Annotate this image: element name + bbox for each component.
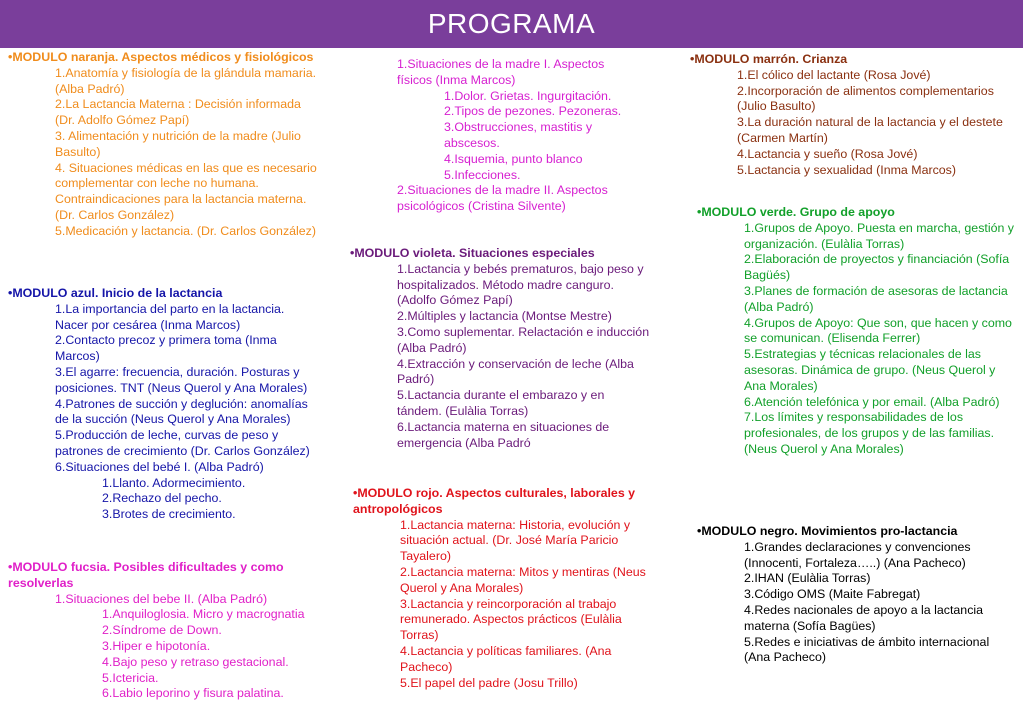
list-item: 5.Estrategias y técnicas relacionales de las asesoras. Dinámica de grupo. (Neus Querol y Ana Morales) xyxy=(744,347,996,393)
list-item: 4.Lactancia y políticas familiares. (Ana Pacheco) xyxy=(400,643,612,674)
list-item: 5.Producción de leche, curvas de peso y patrones de crecimiento (Dr. Carlos González) xyxy=(55,428,310,458)
list-item: 3.Como suplementar. Relactación e inducción (Alba Padró) xyxy=(397,324,650,355)
list-item: 4. Situaciones médicas en las que es necesario complementar con leche no humana. Contraindicaciones para la lactancia materna. (Dr. Carlos González) xyxy=(55,160,317,222)
list-item: 1.Situaciones del bebe II. (Alba Padró) xyxy=(55,591,268,606)
header-bar xyxy=(0,0,1023,48)
list-item: 2.Contacto precoz y primera toma (Inma Marcos) xyxy=(55,333,277,364)
list-item: 3.Lactancia y reincorporación al trabajo remunerado. Aspectos prácticos (Eulàlia Torras) xyxy=(400,596,622,643)
list-item: 5.Medicación y lactancia. (Dr. Carlos González) xyxy=(55,223,316,238)
list-item: 7.Los límites y responsabilidades de los profesionales, de los grupos y de las familias. (Neus Querol y Ana Morales) xyxy=(744,410,995,456)
list-item: 6.Lactancia materna en situaciones de emergencia (Alba Padró xyxy=(397,419,610,450)
list-item: 2.Incorporación de alimentos complementarios (Julio Basulto) xyxy=(737,83,994,114)
module-violeta xyxy=(350,246,650,451)
module-naranja xyxy=(8,50,320,240)
module-rojo xyxy=(353,486,663,691)
list-subitem: 3.Brotes de crecimiento. xyxy=(102,507,236,522)
list-item: 3. Alimentación y nutrición de la madre (Julio Basulto) xyxy=(55,128,301,159)
list-item: 1.Situaciones de la madre I. Aspectos físicos (Inma Marcos) xyxy=(397,57,605,87)
list-item: 1.Lactancia materna: Historia, evolución y situación actual. (Dr. José María Paricio Tayalero) xyxy=(400,517,631,564)
list-item: 3.Planes de formación de asesoras de lactancia (Alba Padró) xyxy=(744,283,1008,314)
list-subitem: 2.Rechazo del pecho. xyxy=(102,491,222,506)
list-item: 2.Situaciones de la madre II. Aspectos psicológicos (Cristina Silvente) xyxy=(397,183,608,214)
list-item: 2.Lactancia materna: Mitos y mentiras (Neus Querol y Ana Morales) xyxy=(400,564,646,595)
list-item: 2.IHAN (Eulàlia Torras) xyxy=(744,571,871,586)
list-subitem: 6.Labio leporino y fisura palatina. xyxy=(102,686,284,701)
module-title: •MODULO naranja. Aspectos médicos y fisiológicos xyxy=(8,50,314,64)
module-negro xyxy=(697,524,1015,666)
list-subitem: 5.Infecciones. xyxy=(444,167,521,182)
list-item: 3.Código OMS (Maite Fabregat) xyxy=(744,587,921,602)
module-marron xyxy=(690,52,1015,178)
page-title: PROGRAMA xyxy=(427,8,596,39)
list-subitem: 4.Bajo peso y retraso gestacional. xyxy=(102,654,289,669)
module-title: •MODULO marrón. Crianza xyxy=(690,52,848,66)
list-item: 4.Lactancia y sueño (Rosa Jové) xyxy=(737,146,918,161)
list-item: 4.Extracción y conservación de leche (Alba Padró) xyxy=(397,356,634,387)
module-title: •MODULO fucsia. Posibles dificultades y como resolverlas xyxy=(8,560,284,590)
list-subitem: 1.Dolor. Grietas. Ingurgitación. xyxy=(444,88,612,103)
list-item: 6.Situaciones del bebé I. (Alba Padró) xyxy=(55,459,264,474)
list-subitem: 4.Isquemia, punto blanco xyxy=(444,151,583,166)
list-item: 1.El cólico del lactante (Rosa Jové) xyxy=(737,67,931,82)
list-subitem: 3.Hiper e hipotonía. xyxy=(102,638,211,653)
list-subitem: 2.Tipos de pezones. Pezoneras. xyxy=(444,104,622,119)
module-title: •MODULO azul. Inicio de la lactancia xyxy=(8,286,223,300)
list-item: 2.Elaboración de proyectos y financiación (Sofía Bagüés) xyxy=(744,252,1010,283)
list-item: 5.El papel del padre (Josu Trillo) xyxy=(400,675,578,690)
module-fucsia-continued xyxy=(350,57,640,215)
list-item: 4.Grupos de Apoyo: Que son, que hacen y como se comunican. (Elisenda Ferrer) xyxy=(744,315,1012,346)
list-subitem: 5.Ictericia. xyxy=(102,670,159,685)
list-item: 4.Redes nacionales de apoyo a la lactancia materna (Sofía Bagües) xyxy=(744,602,984,633)
module-fucsia xyxy=(8,560,320,702)
list-item: 1.Grupos de Apoyo. Puesta en marcha, gestión y organización. (Eulàlia Torras) xyxy=(744,220,1015,251)
list-item: 6.Atención telefónica y por email. (Alba Padró) xyxy=(744,394,1000,409)
list-item: 5.Lactancia durante el embarazo y en tándem. (Eulàlia Torras) xyxy=(397,388,605,418)
list-item: 1.La importancia del parto en la lactancia. Nacer por cesárea (Inma Marcos) xyxy=(55,301,285,332)
list-item: 3.El agarre: frecuencia, duración. Posturas y posiciones. TNT (Neus Querol y Ana Morales) xyxy=(55,364,308,395)
list-subitem: 1.Anquiloglosia. Micro y macrognatia xyxy=(102,607,305,622)
list-item: 5.Redes e iniciativas de ámbito internacional (Ana Pacheco) xyxy=(744,634,990,665)
list-item: 2.La Lactancia Materna : Decisión informada (Dr. Adolfo Gómez Papí) xyxy=(55,97,301,128)
module-title: •MODULO verde. Grupo de apoyo xyxy=(697,205,895,219)
list-subitem: 1.Llanto. Adormecimiento. xyxy=(102,475,246,490)
list-item: 2.Múltiples y lactancia (Montse Mestre) xyxy=(397,309,612,324)
module-azul xyxy=(8,286,320,523)
module-verde xyxy=(697,205,1015,458)
list-subitem: 2.Síndrome de Down. xyxy=(102,623,222,638)
list-subitem: 3.Obstrucciones, mastitis y abscesos. xyxy=(444,120,593,150)
list-item: 1.Anatomía y fisiología de la glándula mamaria. (Alba Padró) xyxy=(55,65,317,96)
module-title: •MODULO negro. Movimientos pro-lactancia xyxy=(697,524,958,538)
module-title: •MODULO rojo. Aspectos culturales, laborales y antropológicos xyxy=(353,486,636,516)
list-item: 1.Grandes declaraciones y convenciones (Innocenti, Fortaleza…..) (Ana Pacheco) xyxy=(744,539,971,570)
module-title: •MODULO violeta. Situaciones especiales xyxy=(350,246,595,260)
list-item: 5.Lactancia y sexualidad (Inma Marcos) xyxy=(737,162,957,177)
list-item: 1.Lactancia y bebés prematuros, bajo peso y hospitalizados. Método madre canguro. (Adolfo Gómez Papí) xyxy=(397,261,644,308)
list-item: 4.Patrones de succión y deglución: anomalías de la succión (Neus Querol y Ana Morales) xyxy=(55,396,308,427)
list-item: 3.La duración natural de la lactancia y el destete (Carmen Martín) xyxy=(737,115,1003,145)
